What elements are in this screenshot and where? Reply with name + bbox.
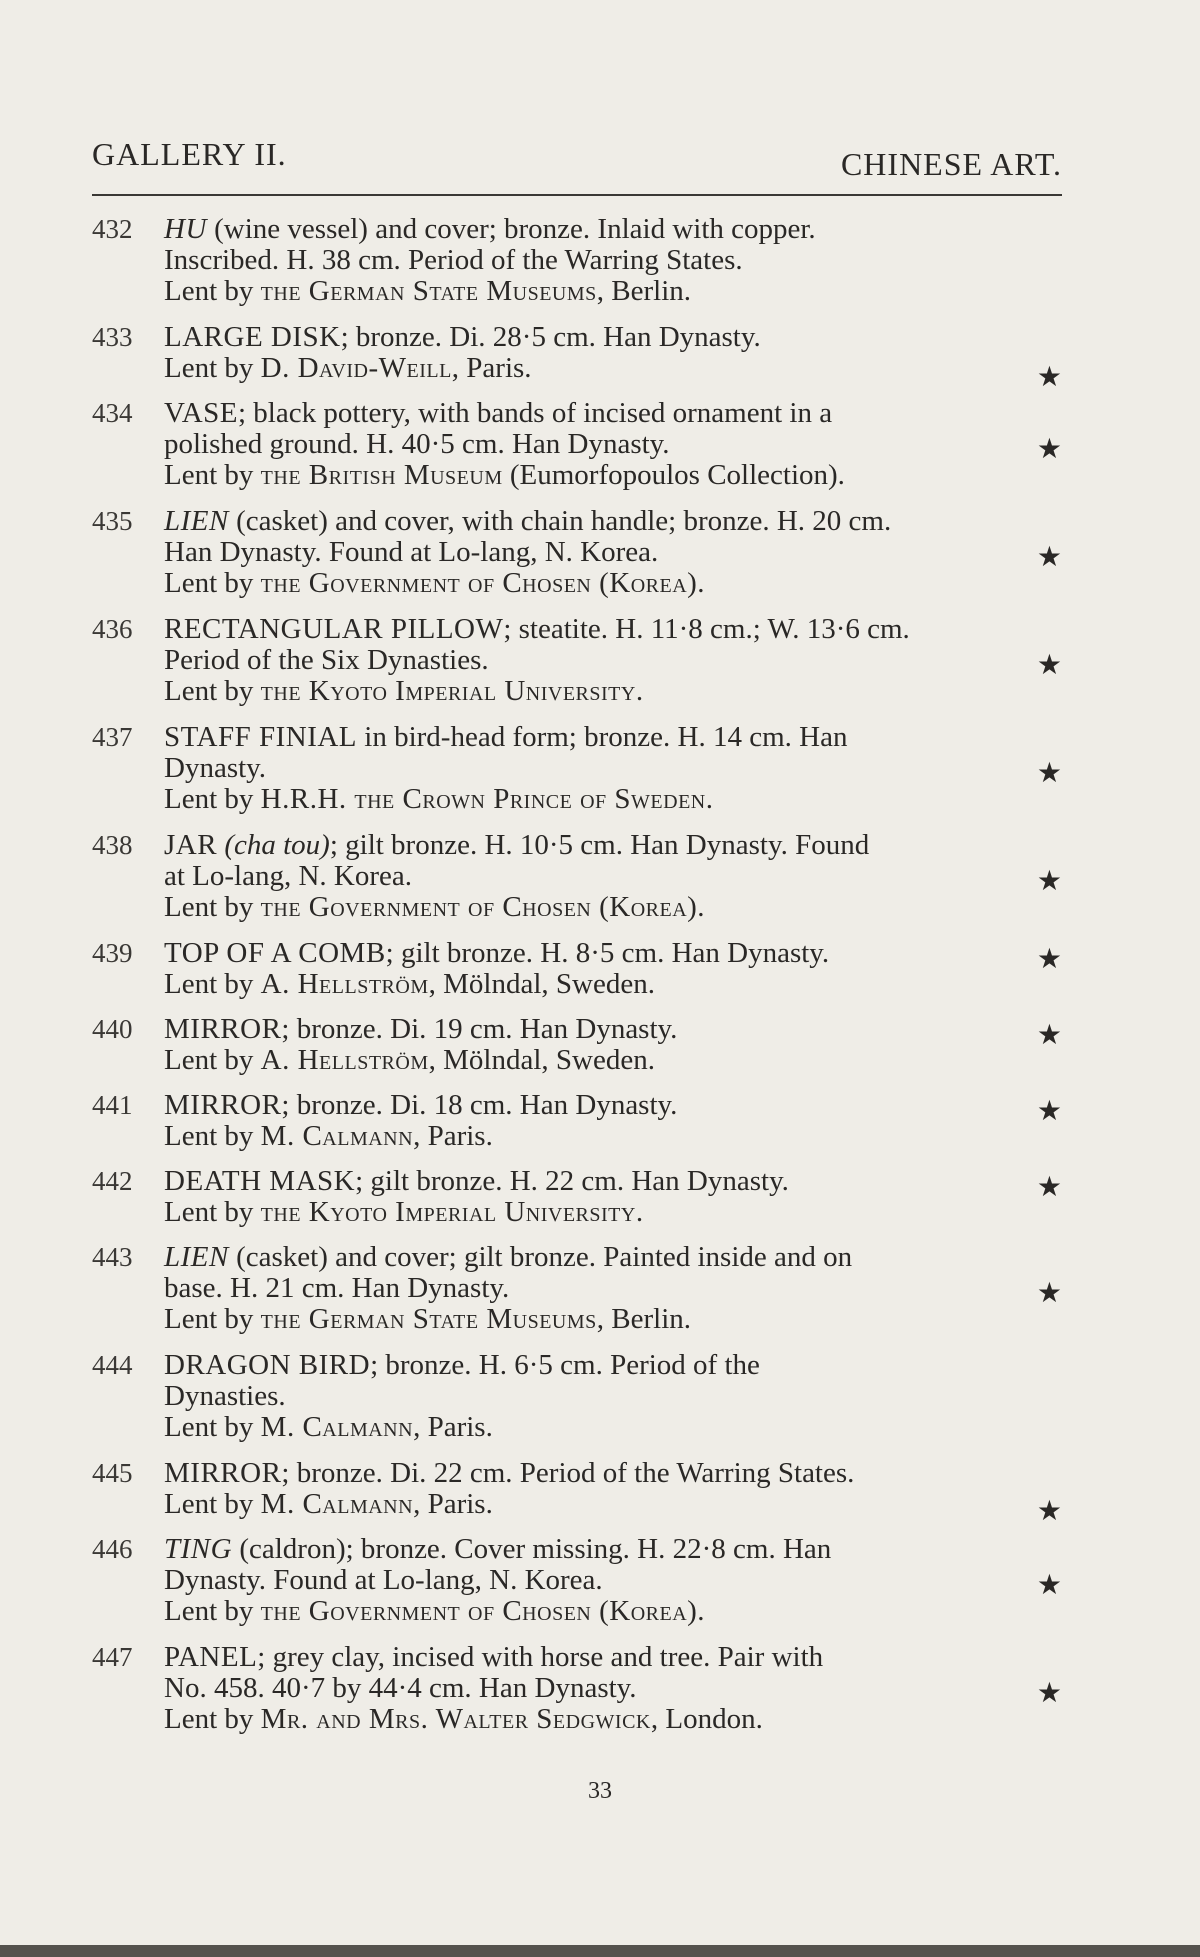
entry-lender-line: Lent by H.R.H. the Crown Prince of Sweden. (164, 783, 714, 815)
entry-lender-line: Lent by the Government of Chosen (Korea). (164, 567, 706, 599)
entry-lender-line: Lent by D. David-Weill, Paris. (164, 352, 532, 384)
entry-title: LARGE DISK (164, 321, 341, 353)
entry-title: MIRROR (164, 1089, 282, 1121)
entry-number: 435 (92, 506, 133, 536)
entry-title: MIRROR (164, 1013, 282, 1045)
entry-number: 437 (92, 722, 133, 752)
star-icon: ★ (1036, 542, 1062, 573)
entry-title: LIEN (164, 1241, 229, 1273)
entry-description: (casket) and cover; gilt bronze. Painted inside and on (228, 1241, 853, 1273)
entry-description: (caldron); bronze. Cover missing. H. 22·8 cm. Han (232, 1533, 832, 1565)
catalogue-entry-444 (92, 1350, 1062, 1446)
lender-name: M. Calmann (260, 1120, 414, 1152)
entry-description-cont: base. H. 21 cm. Han Dynasty. (164, 1272, 510, 1304)
entry-number: 446 (92, 1534, 133, 1564)
star-icon: ★ (1036, 1278, 1062, 1309)
star-icon: ★ (1036, 866, 1062, 897)
section-heading: CHINESE ART. (840, 146, 1062, 182)
entry-description-cont: at Lo-lang, N. Korea. (164, 860, 413, 892)
lender-name: the Kyoto Imperial University. (260, 1196, 644, 1228)
catalogue-entry-440 (92, 1014, 1062, 1078)
entry-description-cont: Inscribed. H. 38 cm. Period of the Warring States. (164, 244, 743, 276)
entry-description: ; gilt bronze. H. 8·5 cm. Han Dynasty. (385, 937, 830, 969)
gallery-heading: GALLERY II. (92, 136, 287, 172)
star-icon: ★ (1036, 944, 1062, 975)
entry-lender-line: Lent by M. Calmann, Paris. (164, 1120, 493, 1152)
entry-description-cont: Dynasties. (164, 1380, 286, 1412)
entry-number: 444 (92, 1350, 133, 1380)
entry-title: JAR (164, 829, 218, 861)
entry-lender-line: Lent by the Kyoto Imperial University. (164, 675, 644, 707)
entry-number: 445 (92, 1458, 133, 1488)
lender-name: M. Calmann (260, 1411, 414, 1443)
star-icon: ★ (1036, 1172, 1062, 1203)
entry-description: (casket) and cover, with chain handle; bronze. H. 20 cm. (228, 505, 892, 537)
lender-name: the Government of Chosen (Korea). (260, 567, 706, 599)
entry-description: (wine vessel) and cover; bronze. Inlaid with copper. (206, 213, 816, 245)
header-rule (92, 194, 1062, 196)
entry-lender-line: Lent by the German State Museums, Berlin. (164, 1303, 692, 1335)
catalogue-entry-445 (92, 1457, 1062, 1527)
entry-number: 439 (92, 938, 133, 968)
lender-name: A. Hellström (260, 968, 429, 1000)
lender-name: M. Calmann (260, 1488, 414, 1520)
entry-title: DRAGON BIRD (164, 1349, 371, 1381)
entry-number: 438 (92, 830, 133, 860)
entry-title: TOP OF A COMB (164, 937, 386, 969)
entry-description: ; grey clay, incised with horse and tree. Pair with (257, 1641, 824, 1673)
star-icon: ★ (1036, 758, 1062, 789)
entry-lender-line: Lent by Mr. and Mrs. Walter Sedgwick, London. (164, 1703, 763, 1735)
lender-name: the Government of Chosen (Korea). (260, 1595, 706, 1627)
entry-number: 447 (92, 1642, 133, 1672)
entry-number: 434 (92, 398, 133, 428)
catalogue-entry-442 (92, 1166, 1062, 1230)
entry-description: ; bronze. Di. 22 cm. Period of the Warring States. (281, 1457, 855, 1489)
entry-description: ; bronze. Di. 19 cm. Han Dynasty. (281, 1013, 678, 1045)
entry-description: ; gilt bronze. H. 10·5 cm. Han Dynasty. Found (329, 829, 870, 861)
entry-description-cont: Period of the Six Dynasties. (164, 644, 489, 676)
catalogue-entry-434 (92, 398, 1062, 494)
entry-number: 440 (92, 1014, 133, 1044)
lender-name: H.R.H. the Crown Prince of Sweden. (260, 783, 714, 815)
lender-name: the German State Museums (260, 1303, 597, 1335)
catalogue-entry-438 (92, 830, 1062, 926)
entry-lender-line: Lent by the Government of Chosen (Korea). (164, 1595, 706, 1627)
entry-description-cont: Dynasty. Found at Lo-lang, N. Korea. (164, 1564, 603, 1596)
entry-title: VASE (164, 397, 238, 429)
star-icon: ★ (1036, 362, 1062, 393)
entry-number: 442 (92, 1166, 133, 1196)
entry-title: TING (164, 1533, 233, 1565)
entry-lender-line: Lent by M. Calmann, Paris. (164, 1411, 493, 1443)
entry-title: HU (164, 213, 207, 245)
lender-name: A. Hellström (260, 1044, 429, 1076)
catalogue-entry-441 (92, 1090, 1062, 1154)
star-icon: ★ (1036, 434, 1062, 465)
entry-description: ; black pottery, with bands of incised ornament in a (238, 397, 833, 429)
entry-title: MIRROR (164, 1457, 282, 1489)
entry-title-native: (cha tou) (224, 829, 330, 861)
entry-title: PANEL (164, 1641, 258, 1673)
catalogue-list (92, 214, 1062, 1750)
catalogue-entry-436 (92, 614, 1062, 710)
star-icon: ★ (1036, 1678, 1062, 1709)
running-head (92, 128, 1062, 198)
star-icon: ★ (1036, 1570, 1062, 1601)
entry-lender-line: Lent by the British Museum (Eumorfopoulos Collection). (164, 459, 845, 491)
catalogue-entry-432 (92, 214, 1062, 310)
catalogue-entry-437 (92, 722, 1062, 818)
entry-lender-line: Lent by the German State Museums, Berlin. (164, 275, 692, 307)
entry-description-cont: No. 458. 40·7 by 44·4 cm. Han Dynasty. (164, 1672, 637, 1704)
entry-lender-line: Lent by M. Calmann, Paris. (164, 1488, 493, 1520)
entry-description: ; bronze. Di. 18 cm. Han Dynasty. (281, 1089, 678, 1121)
catalogue-entry-446 (92, 1534, 1062, 1630)
entry-number: 433 (92, 322, 133, 352)
entry-lender-line: Lent by the Kyoto Imperial University. (164, 1196, 644, 1228)
entry-number: 443 (92, 1242, 133, 1272)
star-icon: ★ (1036, 1096, 1062, 1127)
entry-lender-line: Lent by the Government of Chosen (Korea). (164, 891, 706, 923)
catalogue-entry-433 (92, 321, 1062, 393)
lender-name: the Government of Chosen (Korea). (260, 891, 706, 923)
lender-name: D. David-Weill (260, 352, 452, 384)
page-edge (0, 1945, 1200, 1957)
entry-description: ; gilt bronze. H. 22 cm. Han Dynasty. (355, 1165, 789, 1197)
entry-lender-line: Lent by A. Hellström, Mölndal, Sweden. (164, 968, 655, 1000)
entry-description: in bird-head form; bronze. H. 14 cm. Han (357, 721, 848, 753)
lender-name: the Kyoto Imperial University. (260, 675, 644, 707)
entry-number: 441 (92, 1090, 133, 1120)
entry-title: RECTANGULAR PILLOW (164, 613, 504, 645)
entry-description: ; bronze. Di. 28·5 cm. Han Dynasty. (340, 321, 761, 353)
entry-title: DEATH MASK (164, 1165, 356, 1197)
entry-description-cont: polished ground. H. 40·5 cm. Han Dynasty. (164, 428, 670, 460)
star-icon: ★ (1036, 650, 1062, 681)
lender-name: Mr. and Mrs. Walter Sedgwick (260, 1703, 651, 1735)
entry-title: STAFF FINIAL (164, 721, 358, 753)
entry-title: LIEN (164, 505, 229, 537)
page-number: 33 (588, 1778, 612, 1804)
entry-description-cont: Han Dynasty. Found at Lo-lang, N. Korea. (164, 536, 659, 568)
catalogue-entry-435 (92, 506, 1062, 602)
entry-number: 432 (92, 214, 133, 244)
star-icon: ★ (1036, 1496, 1062, 1527)
catalogue-entry-447 (92, 1642, 1062, 1738)
lender-name: the British Museum (260, 459, 503, 491)
lender-name: the German State Museums (260, 275, 597, 307)
star-icon: ★ (1036, 1020, 1062, 1051)
catalogue-entry-439 (92, 938, 1062, 1002)
entry-number: 436 (92, 614, 133, 644)
entry-description: ; bronze. H. 6·5 cm. Period of the (370, 1349, 760, 1381)
catalogue-entry-443 (92, 1242, 1062, 1338)
entry-description: ; steatite. H. 11·8 cm.; W. 13·6 cm. (503, 613, 910, 645)
entry-lender-line: Lent by A. Hellström, Mölndal, Sweden. (164, 1044, 655, 1076)
entry-description-cont: Dynasty. (164, 752, 267, 784)
